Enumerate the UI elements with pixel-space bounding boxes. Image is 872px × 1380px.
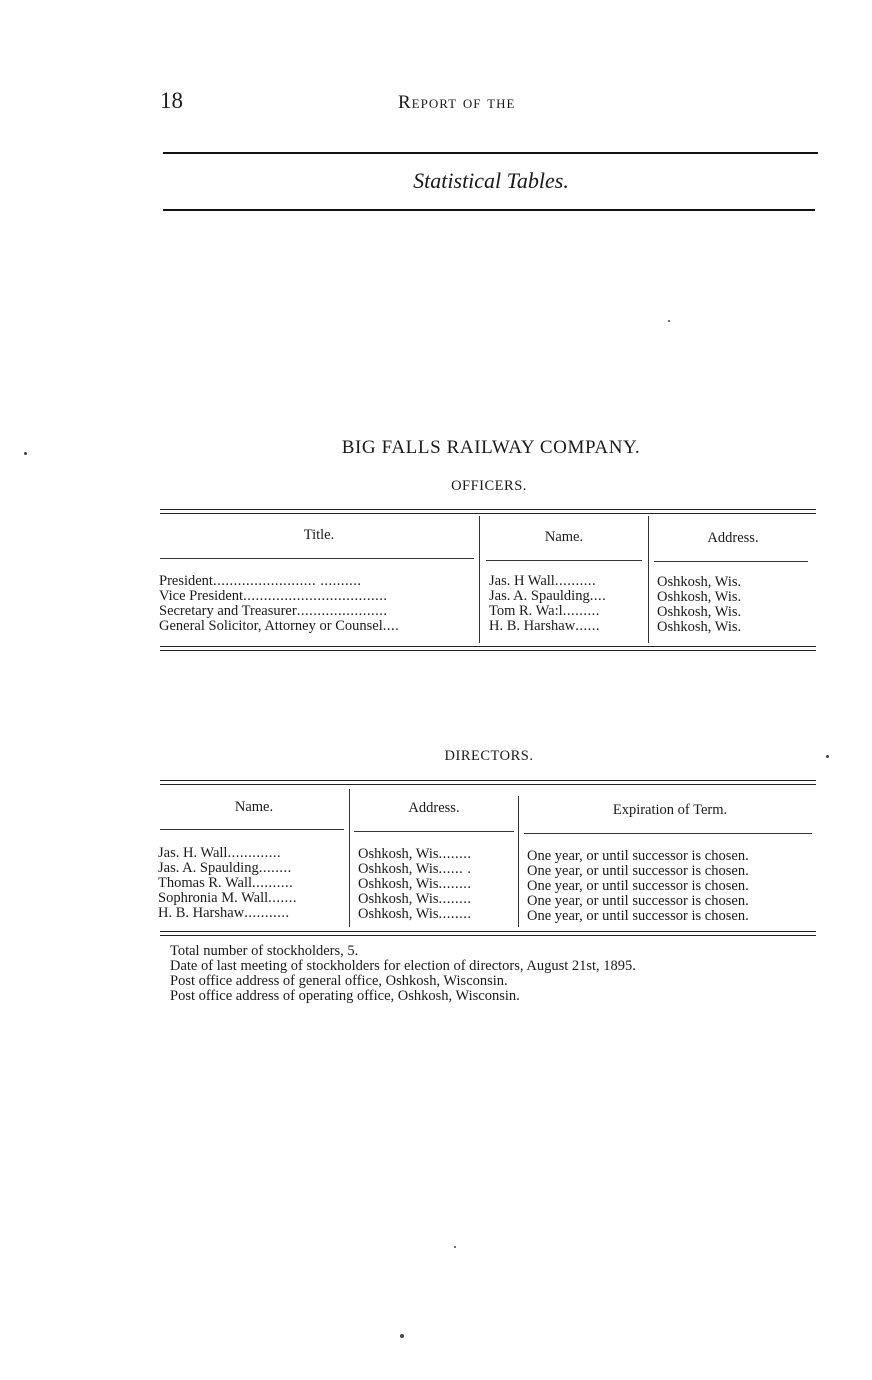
note-line: Post office address of operating office, Oshkosh, Wisconsin. — [170, 988, 520, 1004]
table-row: Jas. A. Spaulding.... — [489, 589, 607, 604]
table-row: Thomas R. Wall.......... — [158, 876, 294, 891]
header-rule-top — [163, 152, 818, 154]
stockholder-notes — [170, 944, 636, 1004]
directors-col-name: Name. — [234, 799, 274, 815]
directors-col-expiration: Expiration of Term. — [612, 802, 728, 818]
table-row: Oshkosh, Wis...... . — [358, 862, 472, 877]
scan-speck — [668, 320, 670, 322]
directors-col-address: Address. — [408, 800, 460, 816]
table-row: General Solicitor, Attorney or Counsel.... — [159, 619, 400, 634]
table-row: Oshkosh, Wis. — [657, 620, 742, 635]
note-line: Total number of stockholders, 5. — [170, 943, 359, 959]
officers-title-column — [159, 574, 477, 634]
directors-col-divider — [518, 796, 519, 927]
table-row: Secretary and Treasurer...................... — [159, 604, 388, 619]
table-row: One year, or until successor is chosen. — [527, 864, 749, 879]
table-row: One year, or until successor is chosen. — [527, 849, 749, 864]
directors-term-column — [527, 849, 827, 924]
directors-top-rule — [160, 780, 816, 785]
table-row: One year, or until successor is chosen. — [527, 879, 749, 894]
scan-speck — [400, 1334, 404, 1338]
officers-heading: OFFICERS. — [451, 478, 527, 494]
scan-speck — [826, 755, 829, 758]
table-row: Jas. A. Spaulding........ — [158, 861, 292, 876]
officers-head-rule — [160, 558, 474, 559]
scan-speck — [454, 1246, 456, 1248]
table-row: Jas. H. Wall............. — [158, 846, 282, 861]
table-row: Vice President................................... — [159, 589, 388, 604]
officers-col-name: Name. — [544, 529, 584, 545]
table-row: One year, or until successor is chosen. — [527, 909, 749, 924]
officers-head-rule — [486, 560, 642, 561]
officers-name-column — [489, 574, 647, 634]
table-row: One year, or until successor is chosen. — [527, 894, 749, 909]
page-number: 18 — [160, 88, 183, 113]
section-title: Statistical Tables. — [413, 168, 569, 193]
directors-bottom-rule — [160, 931, 816, 936]
table-row: Oshkosh, Wis. — [657, 605, 742, 620]
header-rule-bottom — [163, 209, 815, 211]
table-row: H. B. Harshaw........... — [158, 906, 290, 921]
table-row: Oshkosh, Wis........ — [358, 892, 472, 907]
directors-head-rule — [524, 833, 812, 834]
officers-address-column — [657, 575, 815, 635]
directors-head-rule — [354, 831, 514, 832]
officers-col-title: Title. — [303, 527, 335, 543]
table-row: Oshkosh, Wis. — [657, 575, 742, 590]
table-row: Oshkosh, Wis........ — [358, 907, 472, 922]
officers-bottom-rule — [160, 646, 816, 651]
directors-heading: DIRECTORS. — [444, 748, 534, 764]
note-line: Post office address of general office, Oshkosh, Wisconsin. — [170, 973, 508, 989]
scan-speck — [24, 452, 27, 455]
directors-head-rule — [160, 829, 344, 830]
table-row: Tom R. Wa:l......... — [489, 604, 600, 619]
officers-top-rule — [160, 509, 816, 514]
table-row: Sophronia M. Wall....... — [158, 891, 298, 906]
directors-address-column — [358, 847, 518, 922]
table-row: Oshkosh, Wis. — [657, 590, 742, 605]
company-name: BIG FALLS RAILWAY COMPANY. — [341, 437, 641, 458]
officers-head-rule — [654, 561, 808, 562]
directors-name-column — [158, 846, 348, 921]
table-row: Oshkosh, Wis........ — [358, 847, 472, 862]
running-head: Report of the — [398, 92, 516, 113]
table-row: Jas. H Wall.......... — [489, 574, 597, 589]
table-row: H. B. Harshaw...... — [489, 619, 600, 634]
note-line: Date of last meeting of stockholders for election of directors, August 21st, 1895. — [170, 958, 636, 974]
officers-col-address: Address. — [707, 530, 759, 546]
table-row: President......................... .......... — [159, 574, 362, 589]
table-row: Oshkosh, Wis........ — [358, 877, 472, 892]
